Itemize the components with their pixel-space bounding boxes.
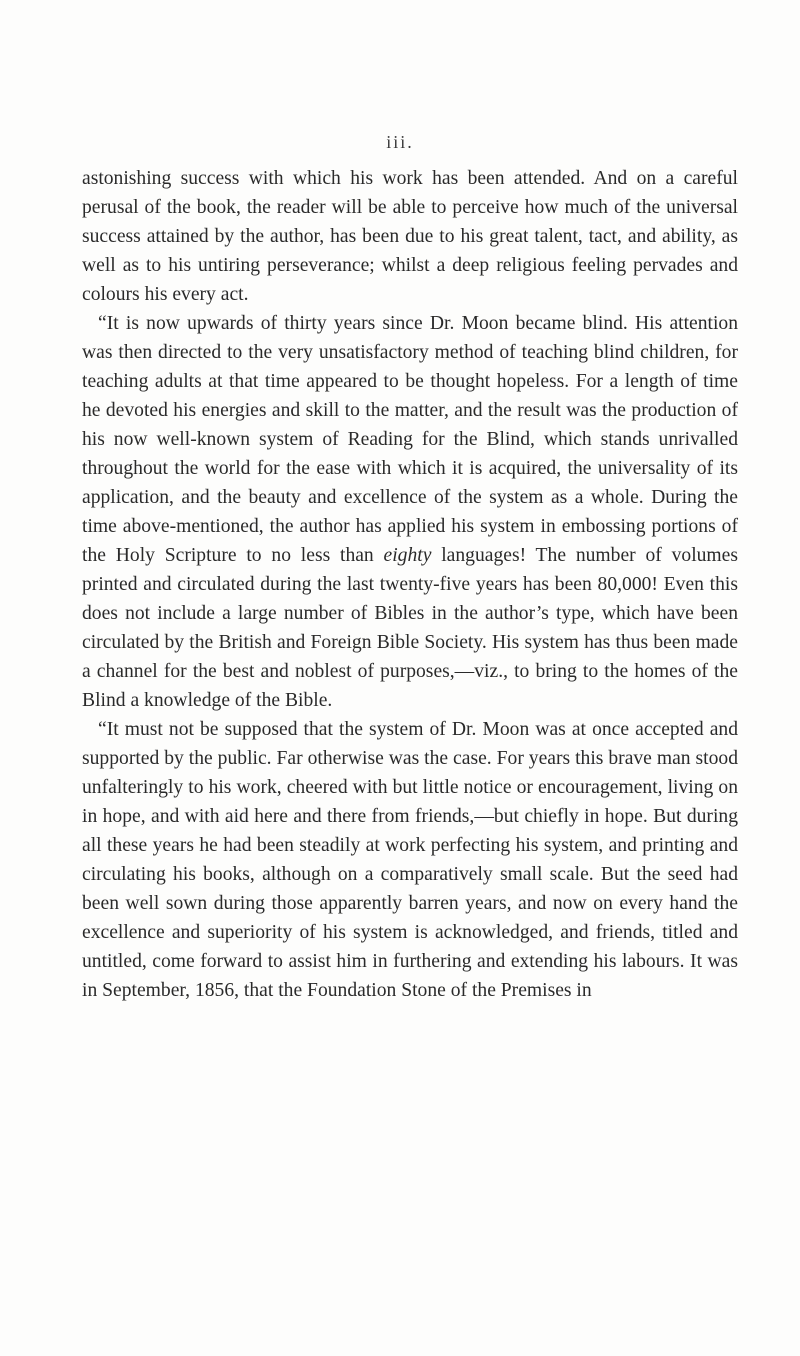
paragraph-2-text-a: “It is now upwards of thirty years since Dr. Moon became blind. His attention was then directed to the very unsatisfactory method of teaching blind children, for teaching adults at that time appeared to be thought hopeless. For a length of time he devoted his energies and skill to the matter, and the result was the production of his now well-known system of Reading for the Blind, which stands unrivalled throughout the world for the ease with which it is acquired, the universality of its application, and the beauty and excellence of the system as a whole. During the time above-mentioned, the author has applied his system in embossing portions of the Holy Scripture to no less than: [82, 313, 738, 566]
paragraph-2: [82, 309, 738, 715]
paragraph-2-text-b: languages! The number of volumes printed and circulated during the last twenty-five years has been 80,000! Even this does not include a large number of Bibles in the author’s type, which have been circulated by the British and Foreign Bible Society. His system has thus been made a channel for the best and noblest of purposes,—viz., to bring to the homes of the Blind a knowledge of the Bible.: [82, 545, 738, 711]
paragraph-1-text: astonishing success with which his work has been attended. And on a careful perusal of the book, the reader will be able to perceive how much of the universal success attained by the author, has been due to his great talent, tact, and ability, as well as to his untiring perseverance; whilst a deep religious feeling pervades and colours his every act.: [82, 168, 738, 305]
paragraph-3: [82, 715, 738, 1005]
body-text: [82, 164, 738, 1005]
page-number: iii.: [386, 132, 414, 152]
paragraph-1: [82, 164, 738, 309]
paragraph-2-emphasis: eighty: [383, 545, 432, 566]
paragraph-3-text: “It must not be supposed that the system of Dr. Moon was at once accepted and supported by the public. Far otherwise was the case. For years this brave man stood unfalteringly to his work, cheered with but little notice or encouragement, living on in hope, and with aid here and there from friends,—but chiefly in hope. But during all these years he had been steadily at work perfecting his system, and printing and circulating his books, although on a comparatively small scale. But the seed had been well sown during those apparently barren years, and now on every hand the excellence and superiority of his system is acknowledged, and friends, titled and untitled, come forward to assist him in furthering and extending his labours. It was in September, 1856, that the Foundation Stone of the Premises in: [82, 719, 738, 1001]
